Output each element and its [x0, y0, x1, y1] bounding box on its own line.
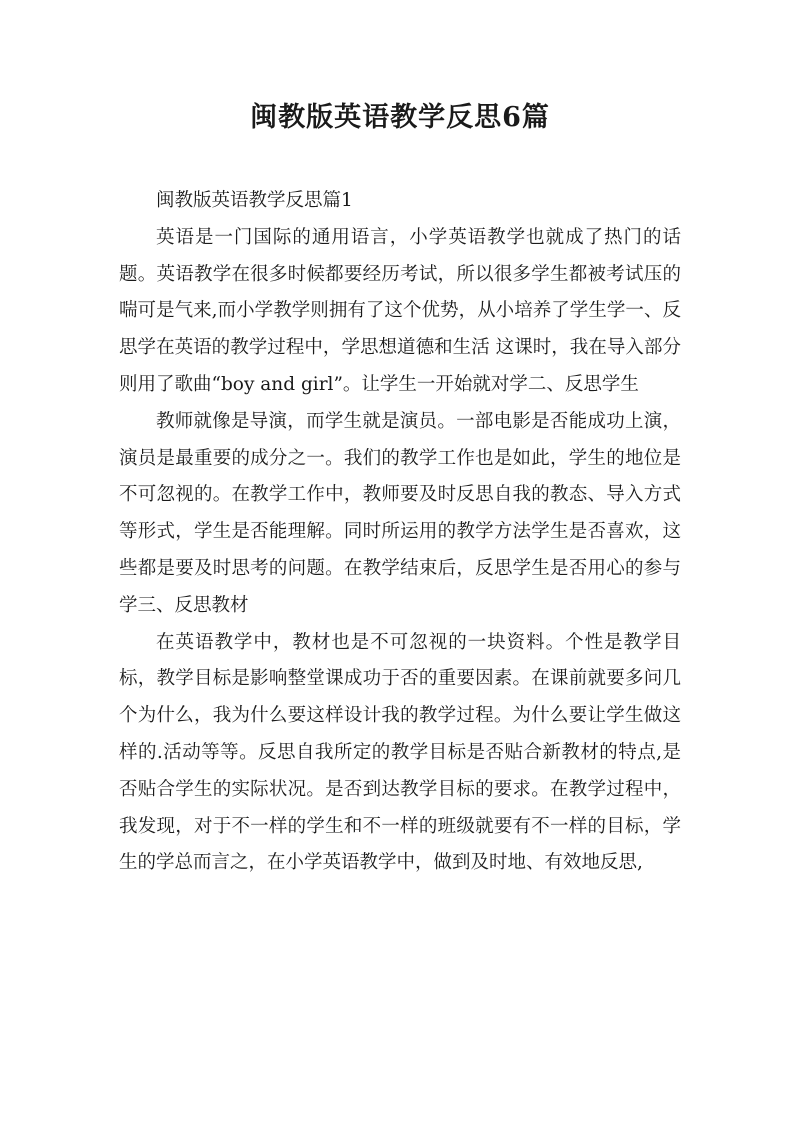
document-title: 闽教版英语教学反思6篇 — [250, 102, 550, 133]
paragraph: 英语是一门国际的通用语言，小学英语教学也就成了热门的话题。英语教学在很多时候都要经历考试，所以很多学生都被考试压的喘可是气来,而小学教学则拥有了这个优势，从小培养了学生学一、反思学在英语的教学过程中，学思想道德和生活 这课时，我在导入部分则用了歌曲“boy and girl”。让学生一开始就对学二、反思学生 — [119, 226, 681, 395]
section-heading: 闽教版英语教学反思篇1 — [156, 190, 353, 211]
document-body — [119, 183, 681, 882]
paragraph: 在英语教学中，教材也是不可忽视的一块资料。个性是教学目标，教学目标是影响整堂课成功于否的重要因素。在课前就要多问几个为什么，我为什么要这样设计我的教学过程。为什么要让学生做这样的.活动等等。反思自我所定的教学目标是否贴合新教材的特点,是否贴合学生的实际状况。是否到达教学目标的要求。在教学过程中，我发现，对于不一样的学生和不一样的班级就要有不一样的目标，学生的学总而言之，在小学英语教学中，做到及时地、有效地反思, — [119, 631, 681, 874]
paragraph: 教师就像是导演，而学生就是演员。一部电影是否能成功上演，演员是最重要的成分之一。我们的教学工作也是如此，学生的地位是不可忽视的。在教学工作中，教师要及时反思自我的教态、导入方式等形式，学生是否能理解。同时所运用的教学方法学生是否喜欢，这些都是要及时思考的问题。在教学结束后，反思学生是否用心的参与学三、反思教材 — [119, 410, 681, 616]
